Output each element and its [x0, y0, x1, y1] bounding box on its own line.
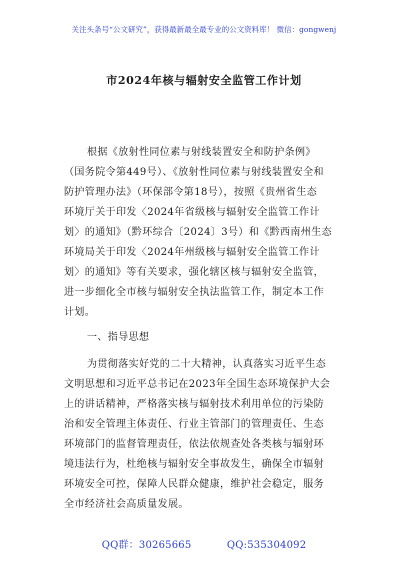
- footer-qq-group: QQ群：30265665: [101, 540, 192, 551]
- intro-line: 划〉的通知》等有关要求，强化辖区核与辐射安全监管，: [64, 267, 324, 278]
- section-line: 为贯彻落实好党的二十大精神，认真落实习近平生态: [87, 359, 327, 370]
- footer-contact: [0, 536, 408, 551]
- intro-line: 划〉的通知》（黔环综合〔2024〕3号）和《黔西南州生态: [64, 227, 333, 238]
- intro-line: 环境厅关于印发〈2024年省级核与辐射安全监管工作计: [64, 207, 320, 218]
- intro-line: 根据《放射性同位素与射线装置安全和防护条例》: [87, 147, 316, 158]
- document-title: 市2024年核与辐射安全监管工作计划: [106, 74, 302, 87]
- section-guiding-ideology: [64, 328, 358, 348]
- section-line: 环境安全可控，保障人民群众健康，维护社会稳定，服务: [64, 479, 324, 490]
- intro-line: 计划。: [64, 307, 96, 318]
- section-heading: 一、指导思想: [87, 332, 150, 343]
- intro-line: 环境局关于印发〈2024年州级核与辐射安全监管工作计: [64, 247, 320, 258]
- section-line: 文明思想和习近平总书记在2023年全国生态环境保护大会: [64, 379, 331, 390]
- section-line: 环境部门的监督管理责任，依法依规查处各类核与辐射环: [64, 439, 324, 450]
- section-line: 治和安全管理主体责任、行业主管部门的管理责任、生态: [64, 419, 324, 430]
- section-line: 境违法行为，杜绝核与辐射安全事故发生，确保全市辐射: [64, 459, 324, 470]
- intro-line: 防护管理办法》（环保部令第18号），按照《贵州省生态: [64, 187, 318, 198]
- intro-line: 进一步细化全市核与辐射安全执法监管工作，制定本工作: [64, 287, 324, 298]
- section-line: 上的讲话精神，严格落实核与辐射技术利用单位的污染防: [64, 399, 324, 410]
- intro-paragraph: [64, 143, 358, 323]
- intro-line: （国务院令第449号）、《放射性同位素与射线装置安全和: [64, 167, 324, 178]
- footer-qq-number: QQ:535304092: [226, 540, 307, 551]
- section-line: 全市经济社会高质量发展。: [64, 499, 189, 510]
- section-paragraph: [64, 355, 358, 515]
- header-promo-note: 关注头条号“公文研究”，获得最新最全最专业的公文资料库！ 微信：gongwenj: [71, 25, 337, 34]
